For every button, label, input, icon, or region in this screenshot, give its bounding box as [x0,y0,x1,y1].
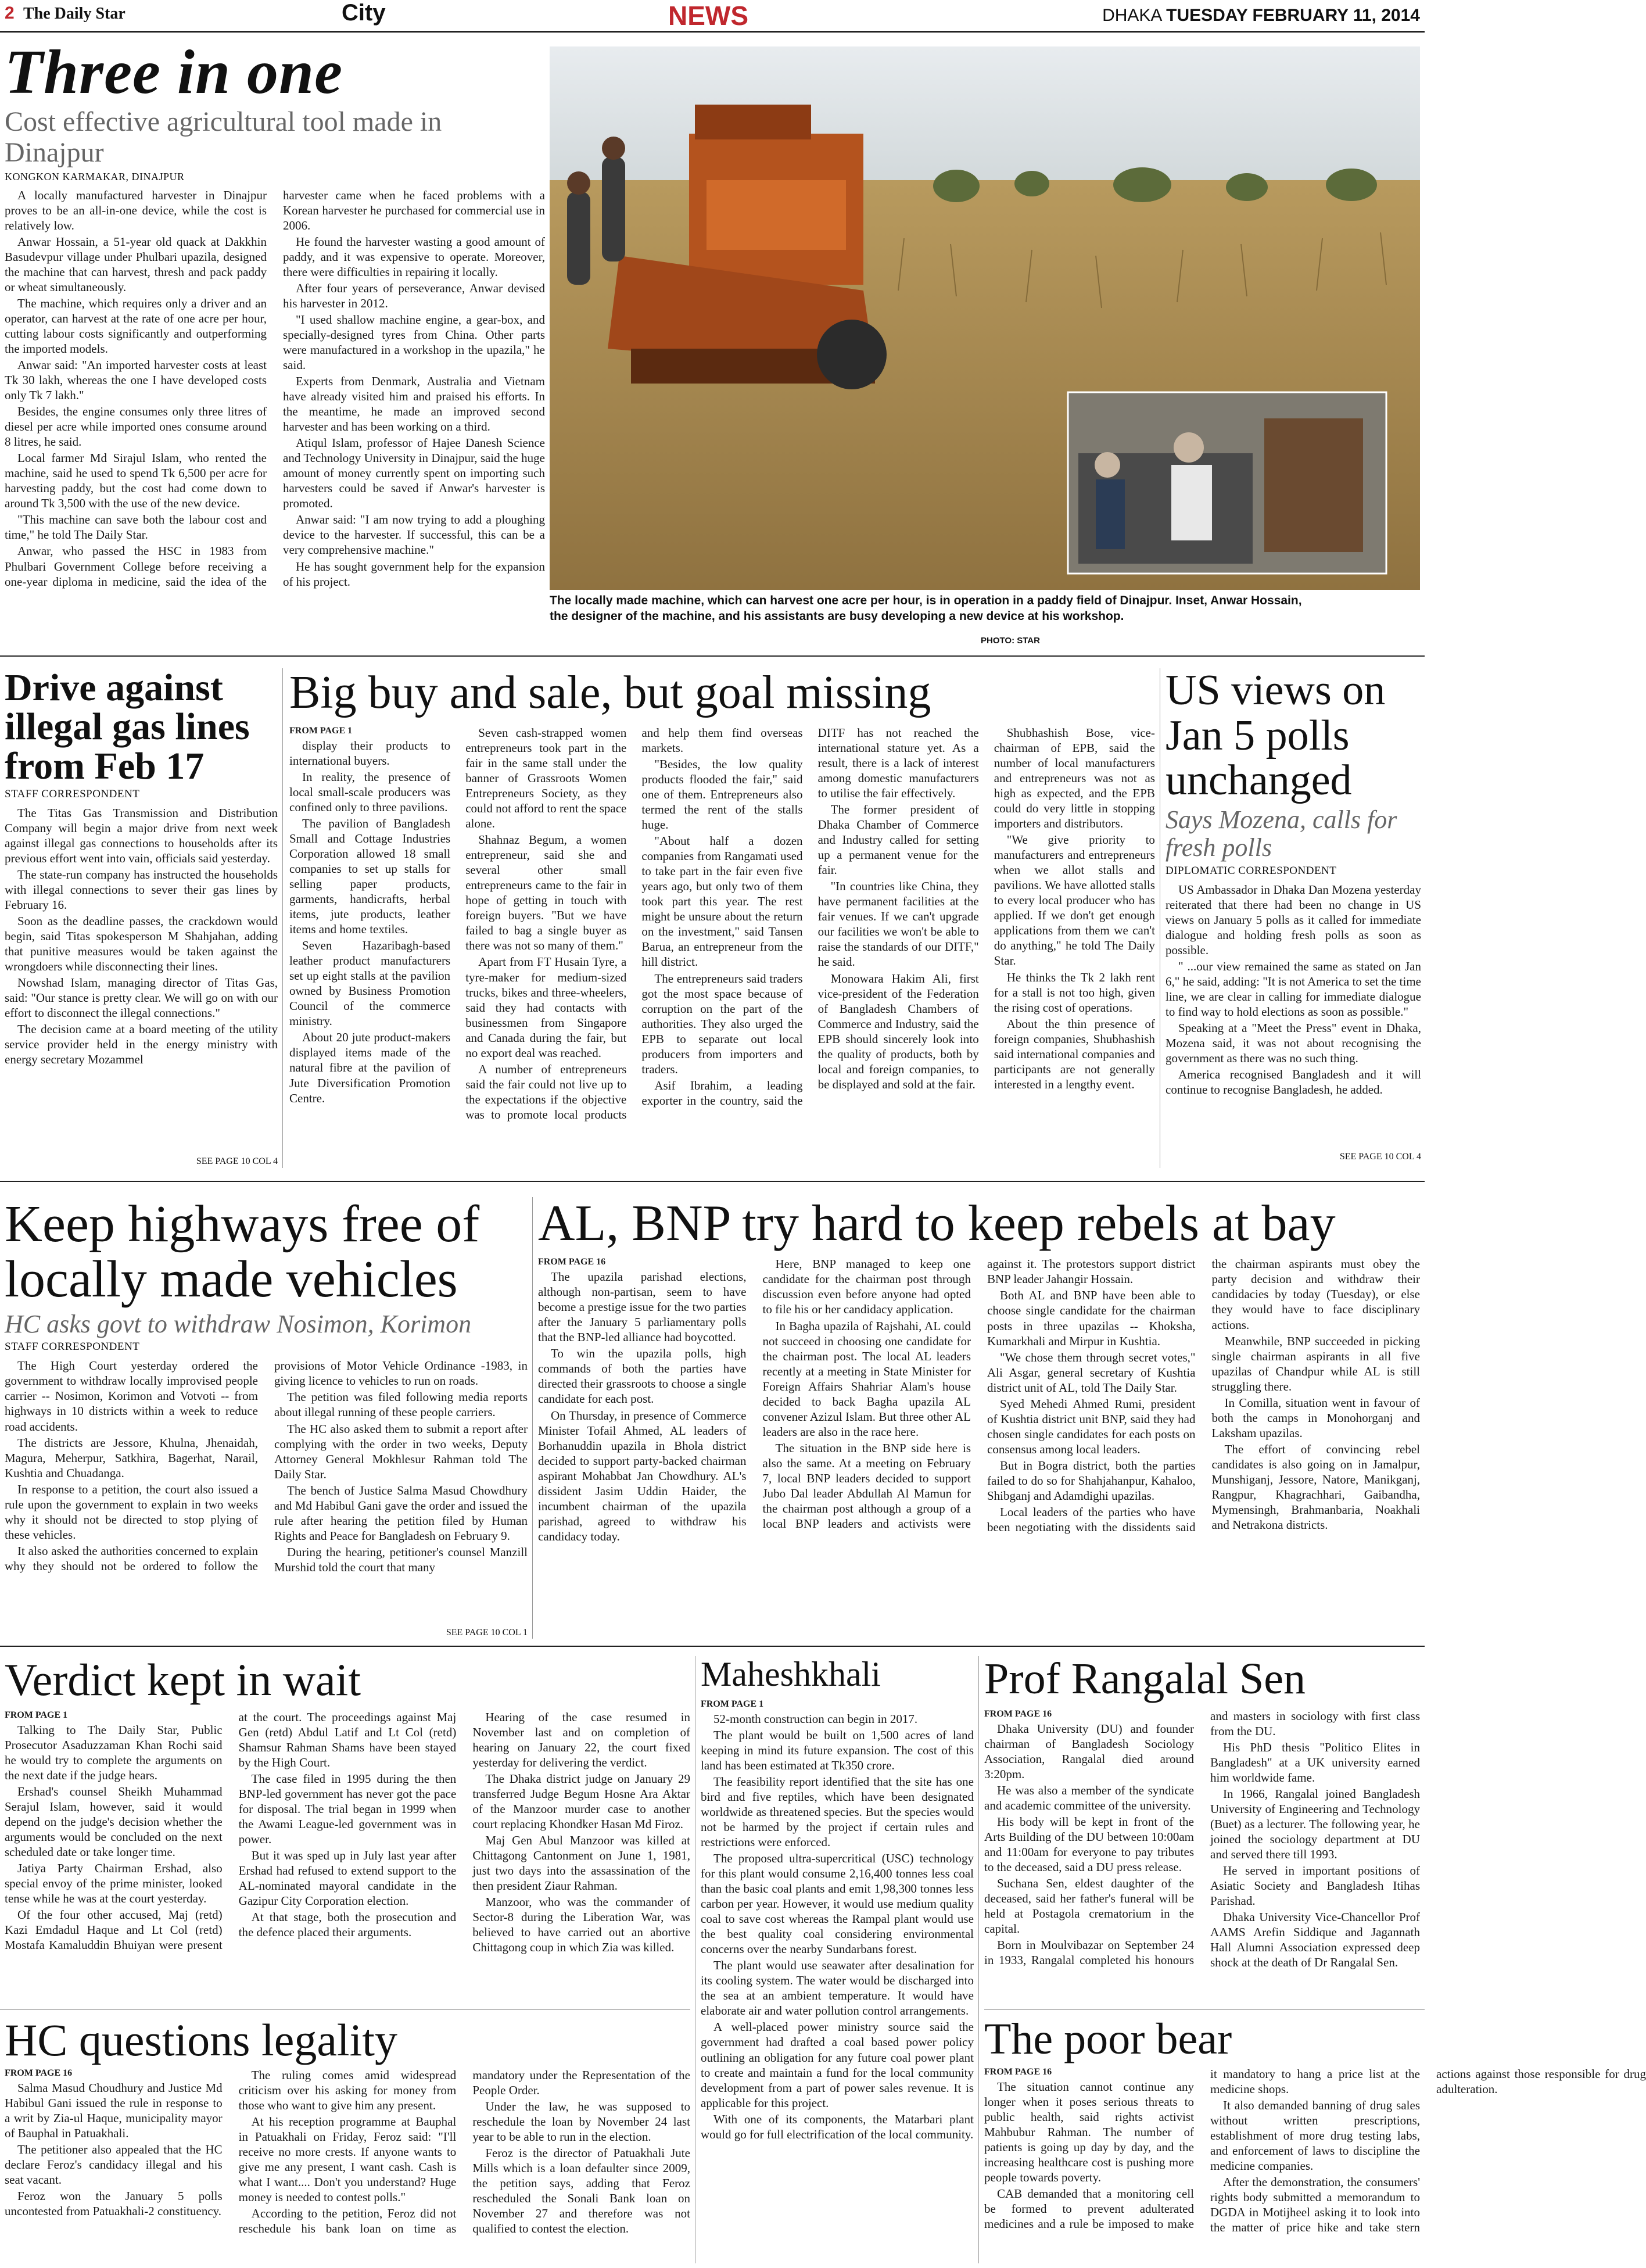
story7-paragraph: Hearing of the case resumed in November last and on completion of hearing on January 22, the court fixed yesterday for delivering the verdict. [472,1710,690,1769]
story3-paragraph: Seven cash-strapped women entrepreneurs took part in the fair in the same stall under the banner of Grassroots Women Entrepreneurs Society, as they could not afford to rent the space alone. [465,726,627,831]
story3-paragraph: He thinks the Tk 2 lakh rent for a stall is not too high, given the rising cost of operations. [994,970,1155,1015]
story4-paragraph: " ...our view remained the same as stated on Jan 6," he said, adding: "It is not America to set the time line, we are clear in calling for immediate dialogue to find way to hold elections as soon as possible." [1166,959,1421,1019]
story5-paragraph: The bench of Justice Salma Masud Chowdhury and Md Habibul Gani gave the order and issued the rule after hearing the petition filed by Human Rights and Peace for Bangladesh on February 9. [274,1483,528,1543]
story2-paragraph: The Titas Gas Transmission and Distribution Company will begin a major drive from next week against illegal gas connections to households after its previous effort went into vain, officials said yesterday. [5,805,278,866]
divider-col-c [532,1197,533,1639]
story4-paragraph: Speaking at a "Meet the Press" event in Dhaka, Mozena said, it was not about recognising the government as there was no such thing. [1166,1021,1421,1066]
photo-caption [550,593,1305,651]
story8-paragraph: The petitioner also appealed that the HC declare Feroz's candidacy illegal and his seat vacant. [5,2142,223,2187]
story6-paragraph: Syed Mehedi Ahmed Rumi, president of Kushtia district unit BNP, said they had chosen single candidates for each posts on consensus among local leaders. [987,1396,1196,1456]
story10-paragraph: Dhaka University (DU) and founder chairman of Bangladesh Sociology Association, Rangalal died around 3:20pm. [984,1721,1194,1781]
story-highways [5,1197,528,1639]
byline-us-views: DIPLOMATIC CORRESPONDENT [1166,864,1337,877]
story10-paragraph: He served in important positions of Asiatic Society and Bangladesh Itihas Parishad. [1210,1864,1420,1908]
story7-paragraph: Of the four other accused, Maj (retd) Kazi Emdadul Haque and Lt Col (retd) Mostafa Kamaluddin Bhuiyan were present at the court. The proceedings against Maj Gen (retd) Abdul Latif and Lt Col (retd) Shamsur Rahman Shams have been stayed by the High Court. [5,1710,457,1952]
story6-paragraph: Both AL and BNP have been able to choose single candidate for the chairman posts in three upazilas -- Khoksha, Kumarkhali and Mirpur in Kushtia. [987,1288,1196,1348]
story5-paragraph: The districts are Jessore, Khulna, Jhenaidah, Magura, Meherpur, Satkhira, Bagerhat, Narail, Kushtia and Chuadanga. [5,1435,258,1480]
story5-paragraph: The petition was filed following media reports about illegal running of these people carriers. [274,1390,528,1420]
story3-paragraph: Asif Ibrahim, a leading exporter in the country, said the DITF has not reached the international stature yet. As a result, there is a lack of interest among domestic manufacturers to utilise the fair effectively. [641,726,979,1108]
story3-paragraph: The former president of Dhaka Chamber of Commerce and Industry called for setting up a permanent venue for the fair. [817,802,979,877]
story7-paragraph: The case filed in 1995 during the then BNP-led government has never got the pace for disposal. The trial began in 1999 when the Awami League-led government was in power. [238,1772,457,1847]
story6-paragraph: But in Bogra district, both the parties failed to do so for Shahjahanpur, Kahaloo, Shibganj and Adamdighi upazilas. [987,1458,1196,1503]
headline-us-views[interactable]: US views on Jan 5 polls unchanged [1166,667,1386,805]
body-maheshkhali [701,1699,974,2256]
story5-paragraph: The HC also asked them to submit a report after complying with the order in two weeks, Deputy Attorney General Mokhlesur Rahman told The Daily Star. [274,1421,528,1481]
story8-paragraph: Under the law, he was supposed to reschedule the loan by November 24 last year to be able to run in the election. [472,2099,690,2144]
body-rangalal [984,1708,1420,1999]
story6-paragraph: Local leaders of the parties who have been negotiating with the dissidents said the chairman aspirants must obey the party decision and withdraw their candidacies by today (Tuesday), or else they would have to face disciplinary actions. [987,1257,1420,1534]
story8-paragraph: Feroz is the director of Patuakhali Jute Mills which is a loan defaulter since 2009, the petition says, adding that Feroz rescheduled the Sonali Bank loan on November 27 and therefore was not qualified to contest the election. [472,2146,690,2236]
story1-paragraph: "This machine can save both the labour cost and time," he told The Daily Star. [5,513,267,542]
story5-paragraph: It also asked the authorities concerned to explain why they should not be ordered to follow the provisions of Motor Vehicle Ordinance -1983, in giving licence to vehicles to run on roads. [5,1359,528,1573]
story6-paragraph: Here, BNP managed to keep one candidate for the chairman post through discussion even before anyone had opted to file his or her candidacy application. [762,1257,971,1317]
story-verdict [5,1656,690,2005]
byline-highways: STAFF CORRESPONDENT [5,1341,140,1353]
from-hc-legality: FROM PAGE 16 [5,2068,73,2078]
headline-three-in-one[interactable]: Three in one [5,38,343,107]
story6-paragraph: In Bagha upazila of Rajshahi, AL could not succeed in choosing one candidate for the chairman post. The local AL leaders recently at a meeting in State Minister for Foreign Affairs Shahriar Alam's house decided to back Bagha upazila AL convener Azizul Islam. But three other AL leaders are also in the race here. [762,1318,971,1439]
story3-paragraph: Shahnaz Begum, a women entrepreneur, said she and several other small entrepreneurs came to the fair in hope of getting in touch with foreign buyers. "But we have failed to bag a single buyer as there was not so many of them." [465,833,627,953]
body-highways [5,1358,528,1625]
story8-paragraph: Salma Masud Choudhury and Justice Md Habibul Gani issued the rule in response to a writ by Zia-ul Haque, municipality mayor of Bauphal in Patuakhali. [5,2080,223,2140]
story3-paragraph: The pavilion of Bangladesh Small and Cottage Industries Corporation allowed 18 small companies to set up stalls for selling paper products, garments, handicrafts, herbal items, jute products, leather items and home textiles. [289,816,451,937]
story1-paragraph: He found the harvester wasting a good amount of paddy, and it was expensive to operate. Moreover, there were difficulties in repairing it locally. [283,234,545,279]
story10-paragraph: His body will be kept in front of the Arts Building of the DU between 10:00am and 11:00am for everyone to pay tributes to the deceased, said a DU press release. [984,1814,1194,1874]
story10-paragraph: Born in Moulvibazar on September 24 in 1933, Rangalal completed his honours and masters in sociology with first class from the DU. [984,1708,1420,1968]
story10-paragraph: His PhD thesis "Politico Elites in Bangladesh" at a UK university earned him worldwide fame. [1210,1740,1420,1785]
story1-paragraph: Besides, the engine consumes only three litres of diesel per acre while imported ones consume around 8 litres, he said. [5,404,267,449]
photo-caption-text: The locally made machine, which can harvest one acre per hour, is in operation in a paddy field of Dinajpur. Inset, Anwar Hossain, the designer of the machine, and his assistants are busy developing a new device at his workshop. [550,594,1302,624]
story10-paragraph: Suchana Sen, eldest daughter of the deceased, said her father's funeral will be held at Postagola crematorium in the capital. [984,1876,1194,1936]
story7-paragraph: Manzoor, who was the commander of Sector-8 during the Liberation War, was believed to have carried out an abortive Chittagong coup in which Zia was killed. [472,1895,690,1955]
headline-maheshkhali[interactable]: Maheshkhali [701,1655,881,1693]
divider-col-e [978,1656,979,2263]
story8-paragraph: According to the petition, Feroz did not reschedule his bank loan on time as mandatory under the Representation of the People Order. [238,2068,690,2236]
story5-paragraph: In response to a petition, the court also issued a rule upon the government to explain in two weeks why it should not be directed to stop plying of these vehicles. [5,1482,258,1542]
byline-three-in-one: KONGKON KARMAKAR, DINAJPUR [5,170,185,182]
story6-paragraph: To win the upazila polls, high commands of both the parties have directed their grassroots to choose a single candidate for each post. [538,1346,747,1406]
story2-paragraph: The state-run company has instructed the households with illegal connections to sever their gas lines by February 16. [5,868,278,912]
story8-paragraph: At his reception programme at Bauphal in Patuakhali on Friday, Feroz said: "I'll receive no more crests. If anyone wants to give me any present, I want cash. Cash is what I want.... Don't you understand? Huge money is needed to contest polls." [238,2114,457,2205]
divider-top [0,655,1425,657]
story8-paragraph: The ruling comes amid widespread criticism over his asking for money from those who want to give him any present. [238,2068,457,2112]
headline-big-buy[interactable]: Big buy and sale, but goal missing [289,667,931,718]
story3-paragraph: In reality, the presence of local small-scale producers was confined only to three pavilions. [289,769,451,814]
deck-three-in-one: Cost effective agricultural tool made in Dinajpur [5,106,442,168]
story1-paragraph: "I used shallow machine engine, a gear-box, and specially-designed tyres from China. Other parts were manufactured in a workshop in the upazila," he said. [283,313,545,372]
story3-paragraph: The entrepreneurs said traders got the most space because of corruption on the part of the authorities. They also urged the EPB to separate out local producers from importers and traders. [641,971,803,1076]
body-al-bnp [538,1256,1420,1617]
story9-paragraph: The plant would use seawater after desalination for its cooling system. The water would be discharged into the sea at an ambient temperature. It would have elaborate air and water pollution control arrangements. [701,1958,974,2018]
divider-mid [0,1181,1425,1182]
story7-paragraph: Talking to The Daily Star, Public Prosecutor Asaduzzaman Khan Rochi said he would try to complete the arguments on the next date if the judge hears. [5,1722,223,1782]
story3-paragraph: Apart from FT Husain Tyre, a tyre-maker for medium-sized trucks, bikes and three-wheelers, said they had contacts with businessmen from Singapore and Canada during the fair, but no export deal was reached. [465,955,627,1060]
story4-paragraph: US Ambassador in Dhaka Dan Mozena yesterday reiterated that there had been no change in US views on January 5 polls as it called for immediate dialogue and holding fresh polls as soon as possible. [1166,882,1421,957]
story-hc-legality [5,2016,690,2263]
story1-paragraph: Anwar Hossain, a 51-year old quack at Dakkhin Basudevpur village under Phulbari upazila, designed the machine that can harvest, thresh and pack paddy or wheat simultaneously. [5,234,267,294]
from-al-bnp: FROM PAGE 16 [538,1257,606,1267]
story-maheshkhali [701,1656,974,2263]
section-name: City [342,0,386,26]
deck-highways: HC asks govt to withdraw Nosimon, Korimon [5,1310,472,1338]
story6-paragraph: On Thursday, in presence of Commerce Minister Tofail Ahmed, AL leaders of Borhanuddin upazila in Bhola district decided to support party-backed chairman aspirant Mohabbat Jan Chowdhury. AL's dissident Jasim Uddin Haider, the incumbent chairman of the upazila parishad, agreed to withdraw his candidacy today. [538,1408,747,1543]
story11-paragraph: After the demonstration, the consumers' rights body submitted a memorandum to DGDA in Motijheel asking it to look into the matter of price hike and take stern actions against those responsible for drug adulteration. [1210,2066,1646,2235]
story3-paragraph: About the thin presence of foreign companies, Shubhashish said international companies and participants are not generally interested in a lengthy event. [994,1016,1155,1091]
from-maheshkhali: FROM PAGE 1 [701,1699,764,1709]
from-poor-bear: FROM PAGE 16 [984,2066,1052,2077]
body-verdict [5,1710,690,2000]
story9-paragraph: With one of its components, the Matarbari plant would go for full electrification of the local community. [701,2112,974,2141]
story4-paragraph: America recognised Bangladesh and it will continue to recognise Bangladesh, he added. [1166,1067,1421,1097]
divider-lower-left [0,2009,690,2010]
story3-paragraph: Shubhashish Bose, vice-chairman of EPB, said the number of local manufacturers and entrepreneurs was not as high as expected, and the EPB could do very little in stopping importers and distributors. [994,726,1155,831]
harvester-photo [550,46,1420,590]
story6-paragraph: The situation in the BNP side here is also the same. At a meeting on February 7, local BNP leaders decided to support Jubo Dal leader Abdullah Al Mamun for the chairman post although a group of a local BNP leaders and activists were against it. The protestors support district BNP leader Jahangir Hossain. [762,1257,1196,1531]
from-verdict: FROM PAGE 1 [5,1710,68,1720]
headline-poor-bear[interactable]: The poor bear [984,2015,1232,2063]
story3-paragraph: "Besides, the low quality products flooded the fair," said one of them. Entrepreneurs also termed the rent of the stalls huge. [641,757,803,832]
headline-highways[interactable]: Keep highways free of locally made vehicles [5,1195,480,1308]
story3-paragraph: A number of entrepreneurs said the fair could not live up to the expectations if the objective was to promote local products and help them find overseas markets. [465,726,803,1122]
divider-lower [0,1646,1425,1647]
body-gas-lines [5,805,278,1154]
headline-hc-legality[interactable]: HC questions legality [5,2015,397,2065]
byline-gas-lines: STAFF CORRESPONDENT [5,787,140,800]
story1-paragraph: Atiqul Islam, professor of Hajee Danesh Science and Technology University in Dinajpur, said the huge amount of money currently spent on importing such harvesters could be saved if Anwar's harvester is promoted. [283,436,545,511]
headline-verdict[interactable]: Verdict kept in wait [5,1654,361,1705]
from-big-buy: FROM PAGE 1 [289,726,353,736]
story3-paragraph: "In countries like China, they have permanent facilities at the fair venues. If we can't upgrade our facilities we won't be able to raise the standards of our DITF," he said. [817,879,979,969]
story-rangalal [984,1656,1420,2005]
story1-paragraph: Anwar, who passed the HSC in 1983 from Phulbari Government College before receiving a one-year diploma in medicine, said the idea of the harvester came when he faced problems with a Korean harvester he purchased for commercial use in 2006. [5,188,545,589]
story1-paragraph: Local farmer Md Sirajul Islam, who rented the machine, said he used to spend Tk 6,500 per acre for harvesting paddy, but the cost had come down to around Tk 3,500 with the use of the new device. [5,451,267,511]
story7-paragraph: Maj Gen Abul Manzoor was killed at Chittagong Cantonment on June 1, 1981, just two days into the assassination of the then president Ziaur Rahman. [472,1833,690,1893]
story3-paragraph: Monowara Hakim Ali, first vice-president of the Federation of Bangladesh Chambers of Commerce and Industry, said the EPB should sincerely look into the quality of products, both by local and foreign companies, to be displayed and sold at the fair. [817,971,979,1091]
story11-paragraph: CAB demanded that a monitoring cell be formed to prevent adulterated medicines and a rule be imposed to make it mandatory to hang a price list at the medicine shops. [984,2066,1420,2231]
page-number: 2 [5,3,15,23]
story7-paragraph: Jatiya Party Chairman Ershad, also special envoy of the prime minister, looked tense while he was at the court yesterday. [5,1861,223,1906]
story6-paragraph: The upazila parishad elections, although non-partisan, seem to have become a prestige issue for the two parties after the January 5 parliamentary polls that the BNP-led alliance had boycotted. [538,1270,747,1345]
deck-us-views: Says Mozena, calls for fresh polls [1166,805,1397,862]
story10-paragraph: Dhaka University Vice-Chancellor Prof AAMS Arefin Siddique and Jagannath Hall Alumni Association expressed deep shock at the death of Dr Rangalal Sen. [1210,1910,1420,1970]
headline-rangalal[interactable]: Prof Rangalal Sen [984,1654,1306,1703]
story3-paragraph: About 20 jute product-makers displayed items made of the natural fibre at the pavilion of Jute Diversification Promotion Centre. [289,1030,451,1105]
story1-paragraph: After four years of perseverance, Anwar devised his harvester in 2012. [283,281,545,310]
story3-paragraph: Seven Hazaribagh-based leather product manufacturers set up eight stalls at the pavilion owned by Business Promotion Council of the commerce ministry. [289,938,451,1029]
story3-paragraph: "We give priority to manufacturers and entrepreneurs when we allot stalls and pavilions. We have allotted stalls to every local producer who has applied. If we don't get enough applications from them we can't do anything," he told The Daily Star. [994,833,1155,968]
story1-paragraph: Experts from Denmark, Australia and Vietnam have already visited him and praised his efforts. In the meantime, he made an improved second harvester and has been working on a third. [283,374,545,434]
story5-paragraph: During the hearing, petitioner's counsel Manzill Murshid told the court that many [274,1545,528,1574]
paper-name: The Daily Star [23,5,125,23]
story10-paragraph: In 1966, Rangalal joined Bangladesh University of Engineering and Technology (Buet) as a lecturer. The following year, he joined the sociology department at DU and served there till 1993. [1210,1786,1420,1862]
story2-paragraph: The decision came at a board meeting of the utility service provider held in the energy ministry with energy secretary Mozammel [5,1022,278,1067]
story6-paragraph: "We chose them through secret votes," Ali Asgar, general secretary of Kushtia district unit of AL, told The Daily Star. [987,1350,1196,1395]
body-poor-bear [984,2066,1646,2258]
story7-paragraph: Ershad's counsel Sheikh Muhammad Serajul Islam, however, said it would depend on the judge's decision whether the arguments would be concluded on the next scheduled date or take longer time. [5,1784,223,1859]
see-us-views[interactable]: SEE PAGE 10 COL 4 [1339,1151,1421,1162]
dateline-city: DHAKA [1102,6,1161,25]
story2-paragraph: Soon as the deadline passes, the crackdown would begin, said Titas spokesperson M Shahjahan, adding that punitive measures would be taken against the wrongdoers while disconnecting their lines. [5,914,278,974]
story9-paragraph: A well-placed power ministry source said the government had drafted a coal based power policy outlining an obligation for any future coal power plant to create and maintain a fund for the local community development from a part of power sales revenue. It is applicable for this project. [701,2020,974,2110]
divider-lower-right [984,2009,1425,2010]
story9-paragraph: The plant would be built on 1,500 acres of land keeping in mind its future expansion. The cost of this land has been estimated at Tk350 crore. [701,1728,974,1772]
story1-paragraph: The machine, which requires only a driver and an operator, can harvest at the rate of one acre per hour, cutting labour costs significantly and outperforming the imported models. [5,296,267,356]
story7-paragraph: But it was sped up in July last year after Ershad had refused to extend support to the AL-nominated mayoral candidate in the Gazipur City Corporation election. [238,1848,457,1908]
story9-paragraph: 52-month construction can begin in 2017. [713,1711,918,1726]
story1-paragraph: A locally manufactured harvester in Dinajpur proves to be an all-in-one device, while the cost is relatively low. [5,188,267,232]
story6-paragraph: The effort of convincing rebel candidates is also going on in Jamalpur, Munshiganj, Jessore, Natore, Manikganj, Rangpur, Khagrachhari, Gaibandha, Mymensingh, Brahmanbaria, Noakhali and Netrakona districts. [1211,1442,1420,1532]
from-rangalal: FROM PAGE 16 [984,1708,1052,1719]
story6-paragraph: Meanwhile, BNP succeeded in picking single chairman aspirants in all five upazilas of Chandpur while AL is still struggling there. [1211,1334,1420,1393]
body-big-buy [289,725,1155,1167]
news-label: NEWS [668,1,748,31]
story-gas-lines [5,668,278,1180]
story-three-in-one [5,38,545,651]
story9-paragraph: The feasibility report identified that the site has one bird and five reptiles, which have been designated worldwide as threatened species. But the species would not be harmed by the project if certain rules and restrictions were enforced. [701,1774,974,1850]
story5-paragraph: The High Court yesterday ordered the government to withdraw locally improvised people carrier -- Nosimon, Korimon and Votvoti -- from highways in 10 districts within a week to reduce road accidents. [5,1359,258,1434]
harvester-photo-art [550,46,1420,590]
story-al-bnp [538,1197,1420,1639]
dateline-date: TUESDAY FEBRUARY 11, 2014 [1166,6,1420,25]
story11-paragraph: The situation cannot continue any longer when it poses serious threats to public health, said rights activist Mahbubur Rahman. The number of patients is going up day by day, and the increasing healthcare cost is pushing more people towards poverty. [984,2079,1194,2184]
story7-paragraph: At that stage, both the prosecution and the defence placed their arguments. [238,1910,457,1940]
story2-paragraph: Nowshad Islam, managing director of Titas Gas, said: "Our stance is pretty clear. We will go on with our effort to disconnect the illegal connections." [5,976,278,1020]
story6-paragraph: In Comilla, situation went in favour of both the camps in Monohorganj and Laksham upazilas. [1211,1395,1420,1440]
story10-paragraph: He was also a member of the syndicate and academic committee of the university. [984,1783,1194,1812]
story1-paragraph: Anwar said: "I am now trying to add a ploughing device to the harvester. If successful, this can be a very comprehensive machine." [283,513,545,557]
divider-col-a [282,668,283,1168]
photo-credit: PHOTO: STAR [981,636,1040,646]
dateline [1102,6,1420,26]
body-three-in-one [5,188,545,629]
story3-paragraph: display their products to international buyers. [289,738,451,768]
story1-paragraph: He has sought government help for the expansion of his project. [283,559,545,589]
story-big-buy [289,668,1155,1174]
see-highways[interactable]: SEE PAGE 10 COL 1 [446,1628,528,1638]
story3-paragraph: "About half a dozen companies from Rangamati used to take part in the fair even five years ago, but only two of them took part this year. The rest might be unsure about the return on the investment," said Tansen Barua, an entrepreneur from the hill district. [641,834,803,969]
headline-al-bnp[interactable]: AL, BNP try hard to keep rebels at bay [538,1195,1336,1252]
story-us-views [1166,668,1421,1180]
story11-paragraph: It also demanded banning of drug sales without written prescriptions, establishment of more drug testing labs, and enforcement of laws to discipline the medicine companies. [1210,2098,1420,2173]
body-hc-legality [5,2068,690,2259]
headline-gas-lines[interactable]: Drive against illegal gas lines from Feb 17 [5,667,250,787]
see-gas-lines[interactable]: SEE PAGE 10 COL 4 [196,1156,278,1166]
story8-paragraph: Feroz won the January 5 polls uncontested from Patuakhali-2 constituency. [5,2188,223,2218]
story-poor-bear [984,2015,1646,2263]
story1-paragraph: Anwar said: "An imported harvester costs at least Tk 30 lakh, whereas the one I have developed costs only Tk 7 lakh." [5,358,267,403]
body-us-views [1166,882,1421,1149]
masthead [0,0,1425,33]
story9-paragraph: The proposed ultra-supercritical (USC) technology for this plant would consume 2,16,400 tonnes less coal than the basic coal plants and emit 1,98,300 tonnes less carbon per year. However, it would use medium quality coal to save cost whereas the Rampal plant would use the best quality coal considering environmental concerns over the nearby Sundarbans forest. [701,1851,974,1957]
story7-paragraph: The Dhaka district judge on January 29 transferred Judge Begum Hosne Ara Aktar of the Manzoor murder case to another court replacing Khondker Hasan Md Firoz. [472,1772,690,1832]
